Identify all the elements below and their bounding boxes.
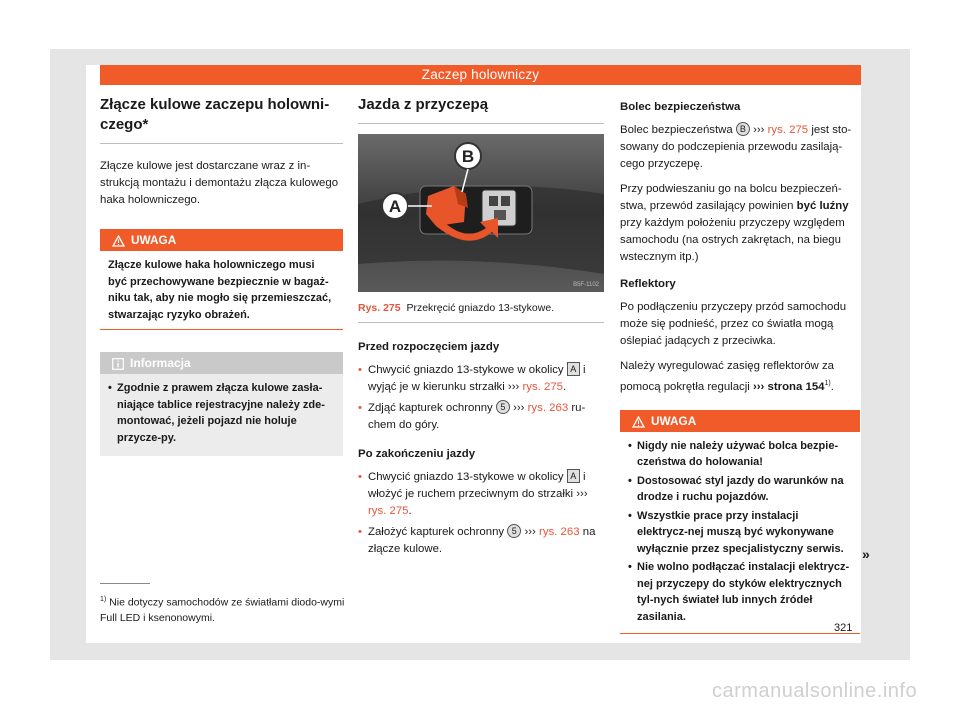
lights-paragraph-2 — [620, 358, 860, 396]
info-bullet-text: • Zgodnie z prawem złącza kulowe zasła-niające tablice rejestracyjne należy zde-montować, jeżeli pojazd nie holuje przycze-py. — [108, 380, 335, 446]
link-rys-263[interactable]: rys. 263 — [539, 526, 580, 538]
callout-a: A — [388, 197, 402, 216]
link-rys-275[interactable]: rys. 275 — [368, 505, 409, 517]
warning-box-storage — [100, 229, 343, 330]
after-step-1-end: . — [408, 505, 412, 517]
bolt-p2-end: przy każdym położeniu przyczepy względem samochodu (na ostrych zakrętach, na biegu wstecznym itp.) — [620, 217, 845, 263]
after-step-1 — [358, 469, 604, 520]
warning-triangle-icon — [112, 235, 125, 247]
column-left — [100, 95, 343, 456]
before-step-2-end: ru-chem do góry. — [368, 402, 586, 431]
ref-arrow: ››› — [513, 402, 525, 414]
bolt-paragraph-2 — [620, 181, 860, 266]
after-step-1-mid: i włożyć je ruchem przeciwnym do strzałki — [368, 471, 586, 500]
ref-arrow: ››› — [753, 124, 765, 136]
warning-header — [100, 229, 343, 251]
warning-triangle-icon — [632, 416, 645, 428]
callout-b: B — [461, 147, 475, 166]
before-step-1 — [358, 362, 604, 396]
after-driving-title: Po zakończeniu jazdy — [358, 448, 476, 460]
after-step-2-end: na złącze kulowe. — [368, 526, 596, 555]
bolt-p2-text: Przy podwieszaniu go na bolcu bezpieczeń-stwa, przewód zasilający powinien — [620, 183, 842, 212]
bolt-p1-end: jest sto-sowany do podczepienia przewodu zasilają-cego przyczepę. — [620, 124, 852, 170]
warning-title: UWAGA — [651, 413, 697, 428]
footnote — [100, 592, 350, 626]
warning-list — [620, 432, 860, 634]
bolt-paragraph-1 — [620, 122, 860, 173]
warning-item: • Nigdy nie należy używać bolca bezpie-czeństwa do holowania! — [628, 438, 852, 471]
mark-5: 5 — [496, 400, 510, 414]
figure-number: Rys. 275 — [358, 302, 401, 314]
info-box-plates — [100, 352, 343, 456]
warning-header — [620, 410, 860, 432]
figure-caption-text: Przekręcić gniazdo 13-stykowe. — [406, 302, 555, 314]
lights-p2-text: Należy wyregulować zasięg reflektorów za pomocą pokrętła regulacji — [620, 360, 834, 393]
after-step-1-text: Chwycić gniazdo 13-stykowe w okolicy — [368, 471, 564, 483]
bolt-p1-text: Bolec bezpieczeństwa — [620, 124, 733, 136]
ref-arrow: ››› — [507, 381, 520, 393]
socket-illustration — [358, 134, 604, 292]
intro-paragraph: Złącze kulowe jest dostarczane wraz z in-strukcją montażu i demontażu złącza kulowego haka holowniczego. — [100, 160, 339, 206]
ref-arrow: ››› — [524, 526, 536, 538]
ref-arrow: ››› — [576, 488, 588, 500]
bolt-p2-bold: być luźny — [796, 200, 849, 212]
before-driving-title: Przed rozpoczęciem jazdy — [358, 341, 500, 353]
after-step-2 — [358, 524, 604, 558]
mark-5: 5 — [507, 524, 521, 538]
continue-mark: » — [862, 546, 870, 562]
warning-title: UWAGA — [131, 233, 177, 247]
link-strona-154[interactable]: ››› strona 154 — [752, 380, 825, 393]
after-step-2-text: Założyć kapturek ochronny — [368, 526, 505, 538]
figure-caption — [358, 298, 604, 320]
before-step-1-mid: i wyjąć je w kierunku strzałki — [368, 364, 586, 393]
warning-text: Złącze kulowe haka holowniczego musi być przechowywane bezpiecznie w bagaż-niku tak, aby nie mogło się przemieszczać, stwarzając ryzyko obrażeń. — [108, 259, 332, 321]
info-header — [100, 352, 343, 374]
before-step-2-text: Zdjąć kapturek ochronny — [368, 402, 493, 414]
mark-a: A — [567, 469, 580, 483]
bolt-title: Bolec bezpieczeństwa — [620, 101, 741, 113]
before-step-1-text: Chwycić gniazdo 13-stykowe w okolicy — [368, 364, 564, 376]
info-bullet — [100, 374, 343, 456]
watermark: carmanualsonline.info — [712, 680, 918, 702]
info-title: Informacja — [130, 356, 191, 370]
mark-b: B — [736, 122, 750, 136]
lights-p2-end: . — [830, 380, 834, 393]
footnote-ref[interactable]: 1) — [824, 380, 831, 387]
lights-paragraph-1: Po podłączeniu przyczepy przód samochodu może się podnieść, przez co światła mogą oślepiać jadących z przeciwka. — [620, 301, 847, 347]
warning-item: • Nie wolno podłączać instalacji elektrycz-nej przyczepy do styków elektrycznych tyl-nych świateł lub innych źródeł zasilania. — [628, 559, 852, 625]
warning-item: • Wszystkie prace przy instalacji elektrycz-nej muszą być wykonywane wyłącznie przez specjalistyczny serwis. — [628, 508, 852, 558]
column-middle — [358, 95, 604, 562]
figure-275 — [358, 134, 604, 323]
chapter-banner: Zaczep holowniczy — [100, 65, 861, 85]
lights-title: Reflektory — [620, 278, 676, 290]
before-step-2 — [358, 400, 604, 434]
footnote-text: Nie dotyczy samochodów ze światłami diodo-wymi Full LED i ksenonowymi. — [100, 596, 345, 624]
mark-a: A — [567, 362, 580, 376]
warning-item: • Dostosować styl jazdy do warunków na drodze i ruchu pojazdów. — [628, 473, 852, 506]
link-rys-263[interactable]: rys. 263 — [527, 402, 569, 414]
section-heading-ball-joint: Złącze kulowe zaczepu holowni-czego* — [100, 95, 343, 144]
section-heading-trailer: Jazda z przyczepą — [358, 95, 604, 124]
footnote-divider — [100, 583, 150, 584]
page-number: 321 — [834, 622, 853, 634]
info-icon — [112, 358, 124, 370]
figure-code: B5F-1102 — [573, 282, 599, 288]
link-rys-275[interactable]: rys. 275 — [522, 381, 563, 393]
column-right — [620, 95, 860, 634]
footnote-mark: 1) — [100, 596, 107, 603]
before-step-1-end: . — [563, 381, 567, 393]
link-rys-275[interactable]: rys. 275 — [767, 124, 809, 136]
warning-box-electrical — [620, 410, 860, 635]
